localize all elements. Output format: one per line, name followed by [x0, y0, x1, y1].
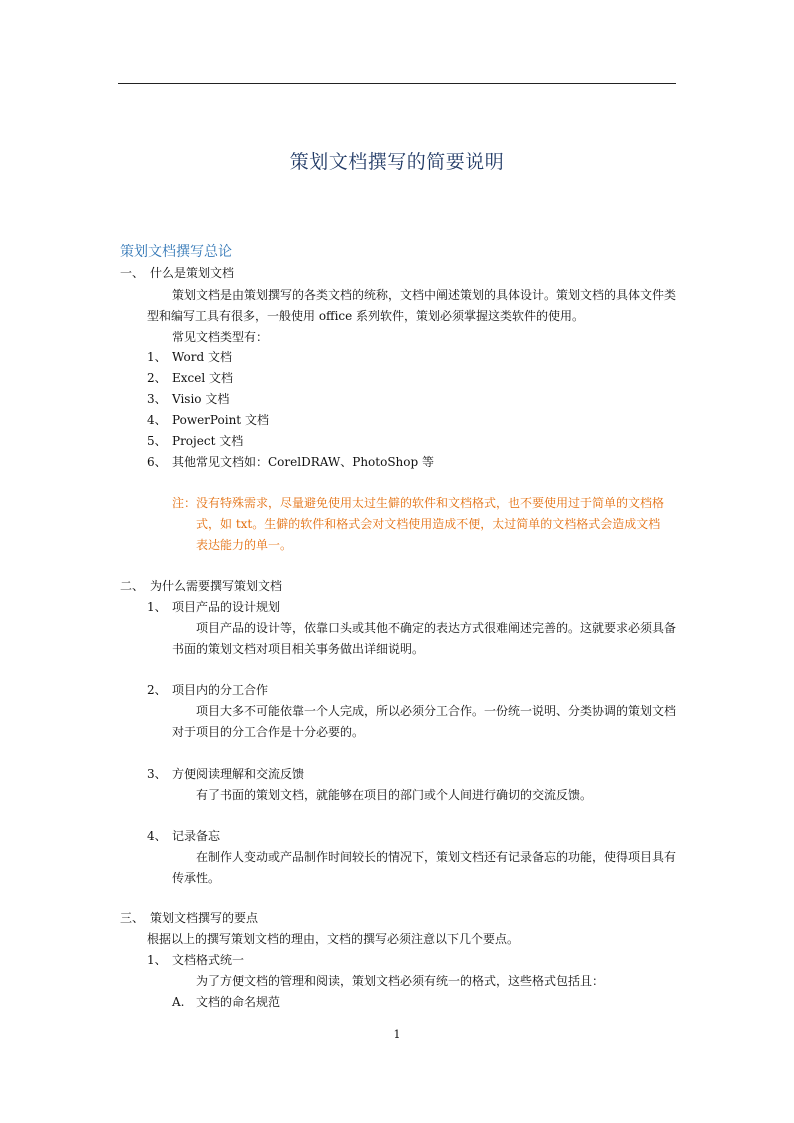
- s2-header: [120, 578, 282, 594]
- list-text: Project 文档: [172, 434, 244, 448]
- document-title: 策划文档撰写的简要说明: [289, 151, 505, 173]
- s1-paragraph-2: 常见文档类型有：: [172, 330, 269, 344]
- s2-item-title: [147, 599, 280, 615]
- s1-paragraph-line: 策划文档是由策划撰写的各类文档的统称，文档中阐述策划的具体设计。策划文档的具体文件类: [172, 288, 677, 302]
- s2-item-title: [147, 828, 220, 844]
- list-number: 1、: [147, 600, 167, 614]
- list-text: PowerPoint 文档: [172, 413, 269, 427]
- s2-item-body-line: 在制作人变动或产品制作时间较长的情况下，策划文档还有记录备忘的功能，使得项目具有: [196, 850, 677, 864]
- list-number: 2、: [147, 683, 167, 697]
- s2-item-body-line: 项目大多不可能依靠一个人完成，所以必须分工合作。一份统一说明、分类协调的策划文档: [196, 704, 677, 718]
- list-number: 6、: [147, 455, 167, 469]
- s2-item-title: [147, 682, 268, 698]
- section-heading: 策划文档撰写总论: [120, 244, 232, 260]
- list-item: [147, 412, 269, 428]
- s3-item-body: 为了方便文档的管理和阅读，策划文档必须有统一的格式，这些格式包括且：: [196, 974, 605, 988]
- s3-item-title: [147, 952, 244, 968]
- s2-title: 为什么需要撰写策划文档: [150, 579, 283, 593]
- s2-item-body-line: 有了书面的策划文档，就能够在项目的部门或个人间进行确切的交流反馈。: [196, 788, 593, 802]
- s3-subitem: [172, 994, 280, 1010]
- s2-item-title-text: 记录备忘: [172, 829, 221, 843]
- s2-item-body-line: 传承性。: [172, 871, 221, 885]
- s2-item-body-line: 对于项目的分工合作是十分必要的。: [172, 725, 365, 739]
- list-item: [147, 391, 229, 407]
- list-item: [147, 370, 233, 386]
- s1-paragraph-line: 型和编写工具有很多，一般使用 office 系列软件，策划必须掌握这类软件的使用。: [147, 309, 585, 323]
- s1-number: 一、: [120, 266, 145, 280]
- s2-number: 二、: [120, 579, 145, 593]
- list-item: [147, 349, 232, 365]
- s2-item-body-line: 项目产品的设计等，依靠口头或其他不确定的表达方式很难阐述完善的。这就要求必须具备: [196, 621, 677, 635]
- list-number: 3、: [147, 767, 167, 781]
- s3-header: [120, 910, 258, 926]
- s3-title: 策划文档撰写的要点: [150, 911, 259, 925]
- sub-text: 文档的命名规范: [196, 995, 281, 1009]
- s2-item-title-text: 项目内的分工合作: [172, 683, 269, 697]
- s2-item-title-text: 项目产品的设计规划: [172, 600, 281, 614]
- list-number: 4、: [147, 413, 167, 427]
- list-text: 其他常见文档如：CorelDRAW、PhotoShop 等: [172, 455, 434, 469]
- list-number: 4、: [147, 829, 167, 843]
- sub-letter: A.: [172, 995, 185, 1009]
- list-item: [147, 433, 243, 449]
- header-rule: [118, 83, 676, 84]
- list-number: 1、: [147, 953, 167, 967]
- s2-item-body-line: 书面的策划文档对项目相关事务做出详细说明。: [172, 642, 425, 656]
- note-line: 注：没有特殊需求，尽量避免使用太过生僻的软件和文档格式，也不要使用过于简单的文档格: [172, 496, 665, 510]
- s1-header: [120, 265, 234, 281]
- note-line: 表达能力的单一。: [196, 538, 293, 552]
- list-text: Word 文档: [172, 350, 232, 364]
- list-number: 3、: [147, 392, 167, 406]
- s1-title: 什么是策划文档: [150, 266, 235, 280]
- list-text: Visio 文档: [172, 392, 230, 406]
- s3-item-title-text: 文档格式统一: [172, 953, 245, 967]
- list-text: Excel 文档: [172, 371, 234, 385]
- list-number: 5、: [147, 434, 167, 448]
- list-number: 2、: [147, 371, 167, 385]
- list-item: [147, 454, 434, 470]
- list-number: 1、: [147, 350, 167, 364]
- s2-item-title-text: 方便阅读理解和交流反馈: [172, 767, 305, 781]
- s3-number: 三、: [120, 911, 145, 925]
- note-line: 式，如 txt。生僻的软件和格式会对文档使用造成不便，太过简单的文档格式会造成文档: [196, 517, 661, 531]
- s2-item-title: [147, 766, 304, 782]
- page-number: 1: [393, 1028, 401, 1041]
- s3-intro: 根据以上的撰写策划文档的理由，文档的撰写必须注意以下几个要点。: [147, 932, 520, 946]
